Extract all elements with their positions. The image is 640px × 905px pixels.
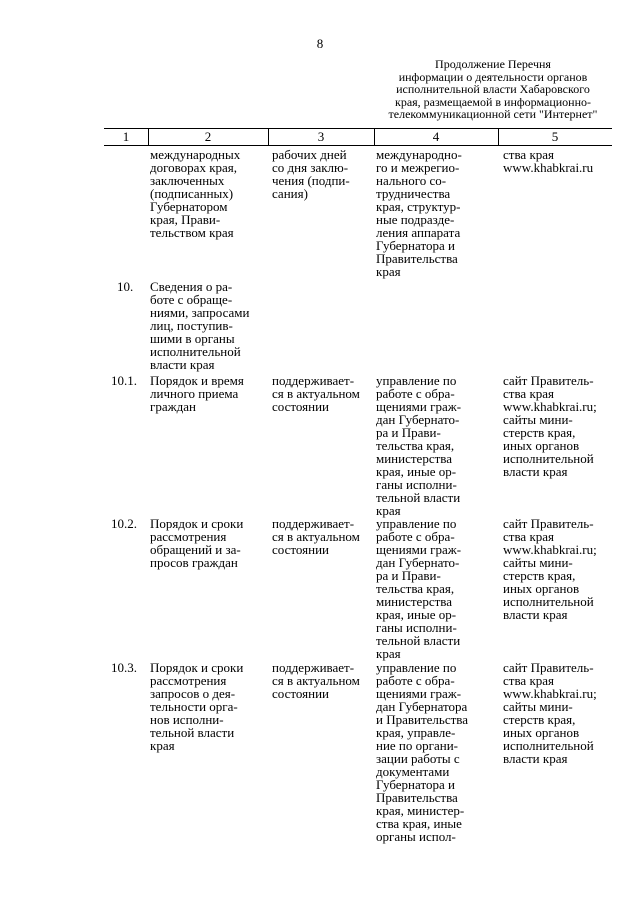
page-number: 8 bbox=[316, 36, 324, 51]
column-header: 4 bbox=[432, 129, 440, 144]
row-col5: сайт Правитель- ства края www.khabkrai.ru; сайты мини- стерств края, иных органов исполнительной власти края bbox=[503, 373, 597, 479]
row-col2: Порядок и сроки рассмотрения обращений и за- просов граждан bbox=[150, 516, 244, 570]
row-col3: поддерживает- ся в актуальном состоянии bbox=[272, 660, 360, 701]
row-col5: сайт Правитель- ства края www.khabkrai.ru; сайты мини- стерств края, иных органов исполнительной власти края bbox=[503, 660, 597, 766]
row-col2: Сведения о ра- боте с обраще- ниями, запросами лиц, поступив- шими в органы исполнительной власти края bbox=[150, 279, 250, 372]
continuation-line: Продолжение Перечня bbox=[435, 57, 551, 71]
column-header: 3 bbox=[317, 129, 325, 144]
row-col2: Порядок и сроки рассмотрения запросов о дея- тельности орга- нов исполни- тельной власти края bbox=[150, 660, 244, 753]
continuation-heading bbox=[380, 58, 606, 121]
carry-over-col5: ства края www.khabkrai.ru bbox=[503, 147, 594, 175]
row-number: 10.1. bbox=[111, 373, 137, 388]
row-number: 10. bbox=[117, 279, 134, 294]
continuation-line: телекоммуникационной сети "Интернет" bbox=[388, 107, 598, 121]
column-header: 5 bbox=[551, 129, 559, 144]
continuation-line: информации о деятельности органов bbox=[398, 69, 588, 84]
row-col3: поддерживает- ся в актуальном состоянии bbox=[272, 516, 360, 557]
continuation-line: края, размещаемой в информационно- bbox=[394, 94, 592, 109]
continuation-line: исполнительной власти Хабаровского bbox=[396, 82, 590, 96]
carry-over-col4: международно- го и межрегио- нального со- трудничества края, структур- ные подразде- ления аппарата Губернатора и Правительства края bbox=[376, 147, 462, 279]
column-header: 1 bbox=[122, 129, 130, 144]
row-col4: управление по работе с обра- щениями граж- дан Губернато- ра и Прави- тельства края, министерства края, иные ор- ганы исполни- тельной власти края bbox=[376, 516, 462, 661]
carry-over-col3: рабочих дней со дня заклю- чения (подпи- сания) bbox=[272, 147, 350, 201]
row-number: 10.3. bbox=[111, 660, 137, 675]
row-col4: управление по работе с обра- щениями граж- дан Губернатора и Правительства края, управле- ние по органи- зации работы с документами Губернатора и Правительства края, министер- ства края, иные органы испол- bbox=[376, 660, 469, 844]
table-header bbox=[104, 128, 612, 146]
carry-over-col2: международных договорах края, заключенных (подписанных) Губернатором края, Прави- тельством края bbox=[150, 147, 241, 240]
column-header: 2 bbox=[204, 129, 212, 144]
row-col2: Порядок и время личного приема граждан bbox=[150, 373, 244, 414]
row-number: 10.2. bbox=[111, 516, 137, 531]
row-col3: поддерживает- ся в актуальном состоянии bbox=[272, 373, 360, 414]
row-col5: сайт Правитель- ства края www.khabkrai.ru; сайты мини- стерств края, иных органов исполнительной власти края bbox=[503, 516, 597, 622]
row-col4: управление по работе с обра- щениями граж- дан Губернато- ра и Прави- тельства края, министерства края, иные ор- ганы исполни- тельной власти края bbox=[376, 373, 462, 518]
